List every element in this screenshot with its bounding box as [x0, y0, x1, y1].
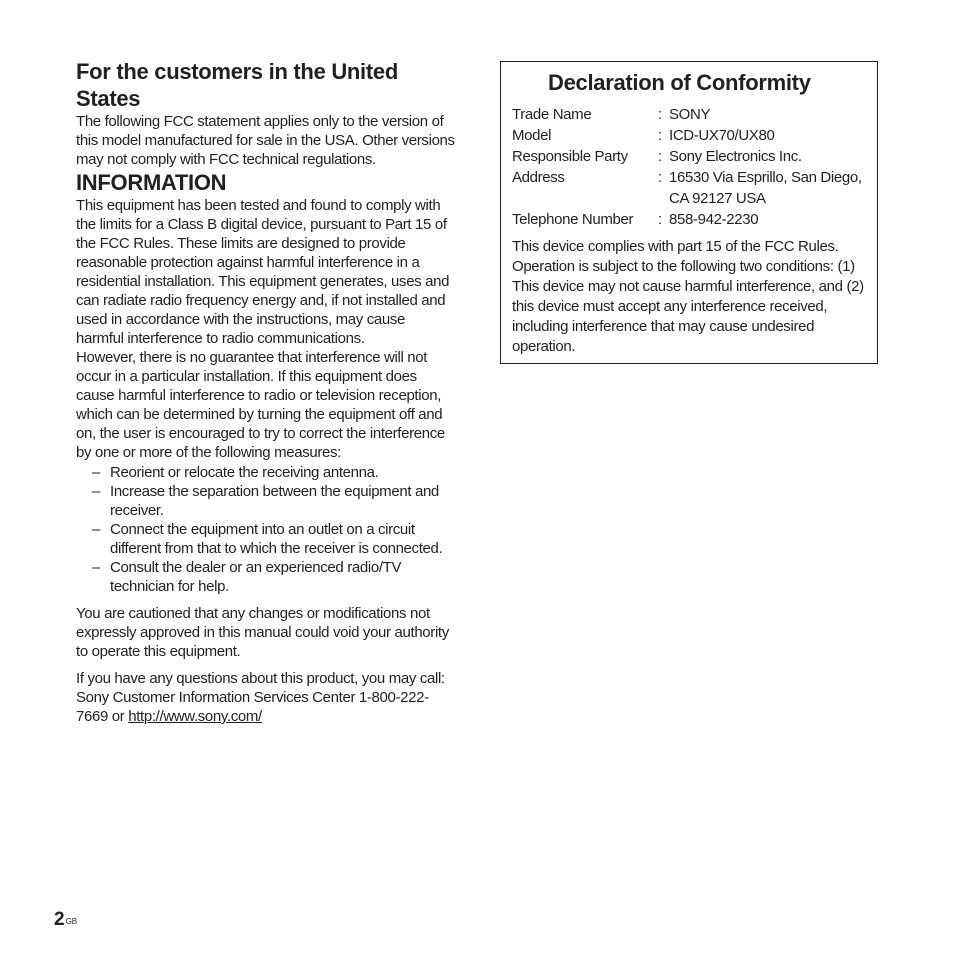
measure-text: Increase the separation between the equipment and receiver. — [110, 483, 439, 519]
declaration-of-conformity-box — [500, 61, 878, 364]
table-row — [512, 104, 862, 125]
measures-list — [76, 463, 456, 596]
responsible-party-value: Sony Electronics Inc. — [669, 148, 802, 165]
trade-name-value: SONY — [669, 106, 711, 123]
compliance-paragraph: This device complies with part 15 of the FCC Rules. Operation is subject to the following two conditions: (1) This device may not cause harmful interference, and (2) this device must accept any interference received, including interference that may cause undesired operation. — [512, 238, 864, 355]
page-language-suffix: GB — [65, 917, 78, 926]
address-value — [669, 167, 862, 209]
dash-bullet: – — [92, 483, 100, 500]
information-paragraph-2: However, there is no guarantee that interference will not occur in a particular installation. If this equipment does cause harmful interference to radio or television reception, which can be determined by turning the equipment off and on, the user is encouraged to try to correct the interference by one or more of the following measures: — [76, 349, 445, 461]
measure-text: Consult the dealer or an experienced radio/TV technician for help. — [110, 559, 402, 595]
model-value: ICD-UX70/UX80 — [669, 127, 775, 144]
questions-text: If you have any questions about this product, you may call: Sony Customer Information Services Center 1-800-222-7669 or — [76, 670, 445, 725]
usa-customers-heading: For the customers in the United States — [76, 59, 398, 111]
separator: : — [658, 211, 662, 228]
responsible-party-label: Responsible Party — [512, 148, 628, 165]
list-item — [76, 520, 456, 558]
information-paragraph-1: This equipment has been tested and found to comply with the limits for a Class B digital device, pursuant to Part 15 of the FCC Rules. These limits are designed to provide reasonable protection against harmful interference in a residential installation. This equipment generates, uses and can radiate radio frequency energy and, if not installed and used in accordance with the instructions, may cause harmful interference to radio communications. — [76, 197, 450, 347]
telephone-number-label: Telephone Number — [512, 211, 634, 228]
usa-statement: The following FCC statement applies only to the version of this model manufactured for sale in the USA. Other versions may not comply with FCC technical regulations. — [76, 113, 455, 168]
dash-bullet: – — [92, 521, 100, 538]
list-item — [76, 463, 456, 482]
model-label: Model — [512, 127, 552, 144]
measure-text: Reorient or relocate the receiving antenna. — [110, 464, 379, 481]
table-row — [512, 209, 862, 230]
questions-paragraph — [76, 669, 456, 726]
table-row — [512, 146, 862, 167]
table-row — [512, 167, 862, 209]
caution-paragraph: You are cautioned that any changes or modifications not expressly approved in this manual could void your authority to operate this equipment. — [76, 605, 449, 660]
page-number — [54, 908, 77, 932]
trade-name-label: Trade Name — [512, 106, 592, 123]
declaration-heading: Declaration of Conformity — [548, 70, 811, 95]
declaration-table — [512, 104, 862, 230]
list-item — [76, 482, 456, 520]
left-column — [76, 58, 456, 726]
dash-bullet: – — [92, 464, 100, 481]
measure-text: Connect the equipment into an outlet on a circuit different from that to which the receiver is connected. — [110, 521, 443, 557]
list-item — [76, 558, 456, 596]
separator: : — [658, 106, 662, 123]
dash-bullet: – — [92, 559, 100, 576]
separator: : — [658, 127, 662, 144]
address-label: Address — [512, 169, 565, 186]
address-line-1: 16530 Via Esprillo, San Diego, — [669, 169, 862, 186]
sony-website-link[interactable]: http://www.sony.com/ — [128, 708, 262, 725]
separator: : — [658, 169, 662, 186]
telephone-number-value: 858-942-2230 — [669, 211, 759, 228]
information-heading: INFORMATION — [76, 170, 227, 195]
address-line-2: CA 92127 USA — [669, 190, 766, 207]
table-row — [512, 125, 862, 146]
separator: : — [658, 148, 662, 165]
page-number-value: 2 — [54, 909, 65, 930]
